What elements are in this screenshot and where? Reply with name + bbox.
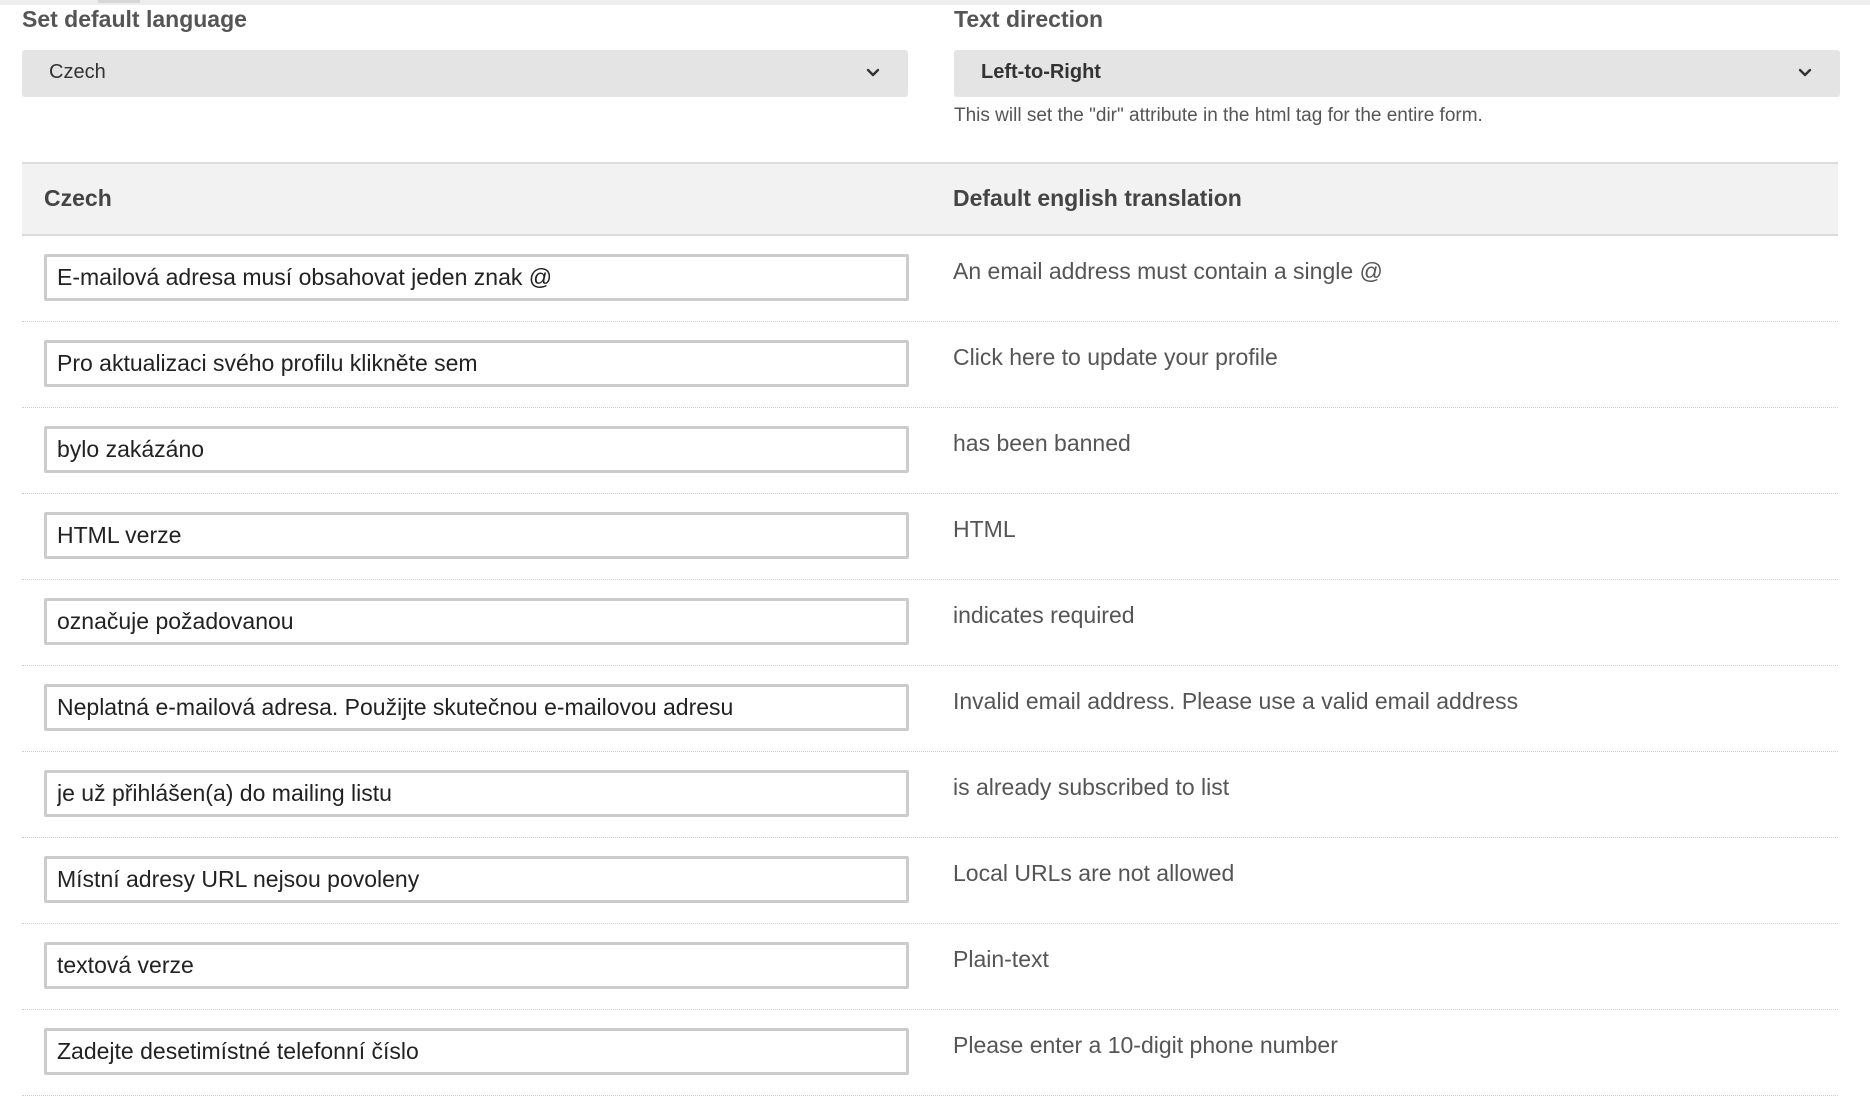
table-row — [22, 838, 1838, 924]
translation-input[interactable] — [44, 512, 909, 559]
translation-input[interactable] — [44, 684, 909, 731]
translation-input[interactable] — [44, 770, 909, 817]
table-row — [22, 580, 1838, 666]
chevron-down-icon — [1796, 63, 1814, 81]
text-direction-label: Text direction — [954, 6, 1104, 32]
english-text: has been banned — [953, 430, 1131, 456]
column-header-czech: Czech — [44, 185, 112, 211]
translation-table — [22, 162, 1838, 1096]
english-text: Click here to update your profile — [953, 344, 1278, 370]
table-row — [22, 236, 1838, 322]
english-text: HTML — [953, 516, 1016, 542]
table-row — [22, 924, 1838, 1010]
table-row — [22, 322, 1838, 408]
english-text: An email address must contain a single @ — [953, 258, 1383, 284]
scroll-indicator — [98, 0, 140, 3]
translation-input[interactable] — [44, 340, 909, 387]
table-row — [22, 494, 1838, 580]
top-divider — [0, 0, 1870, 5]
column-header-english: Default english translation — [953, 185, 1242, 211]
translation-input[interactable] — [44, 598, 909, 645]
table-row — [22, 408, 1838, 494]
default-language-value: Czech — [49, 61, 106, 83]
english-text: is already subscribed to list — [953, 774, 1230, 800]
english-text: Please enter a 10-digit phone number — [953, 1032, 1338, 1058]
translation-input[interactable] — [44, 1028, 909, 1075]
table-row — [22, 1010, 1838, 1096]
text-direction-select[interactable] — [954, 50, 1840, 97]
translation-input[interactable] — [44, 856, 909, 903]
table-row — [22, 752, 1838, 838]
default-language-select[interactable] — [22, 50, 908, 97]
english-text: Local URLs are not allowed — [953, 860, 1235, 886]
text-direction-help: This will set the "dir" attribute in the html tag for the entire form. — [954, 105, 1483, 126]
translation-input[interactable] — [44, 254, 909, 301]
chevron-down-icon — [864, 63, 882, 81]
translation-input[interactable] — [44, 426, 909, 473]
table-header — [22, 162, 1838, 236]
default-language-label: Set default language — [22, 6, 247, 32]
table-row — [22, 666, 1838, 752]
translation-input[interactable] — [44, 942, 909, 989]
english-text: Plain-text — [953, 946, 1049, 972]
english-text: indicates required — [953, 602, 1135, 628]
english-text: Invalid email address. Please use a valid email address — [953, 688, 1519, 714]
text-direction-value: Left-to-Right — [981, 61, 1101, 83]
